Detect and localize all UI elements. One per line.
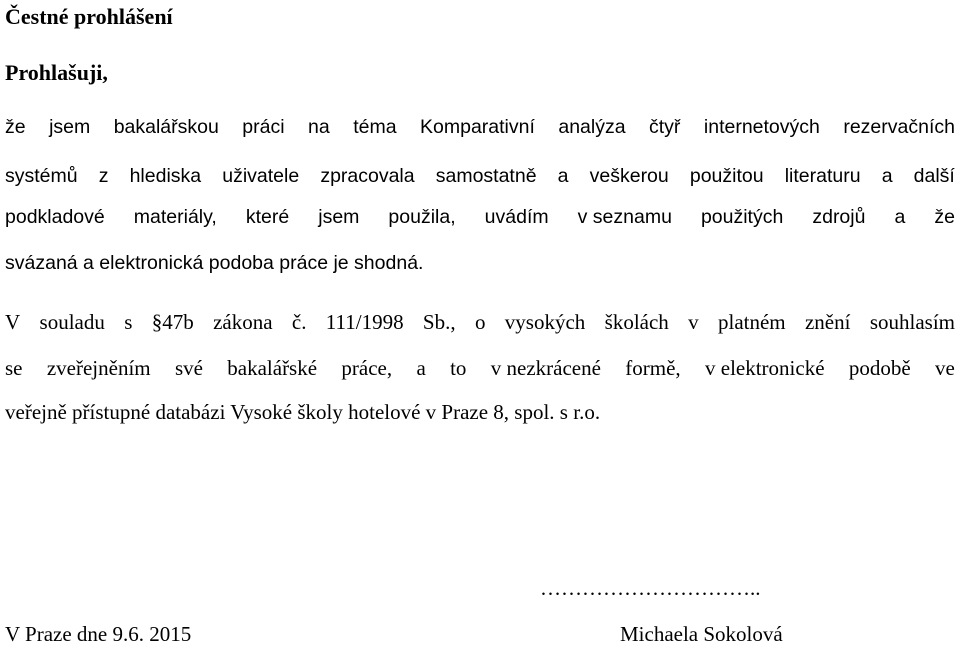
- document-title: Čestné prohlášení: [5, 4, 173, 29]
- declaration-heading: Prohlašuji,: [5, 60, 108, 85]
- word: zdrojů: [812, 206, 866, 228]
- word: Komparativní: [420, 116, 535, 138]
- word: další: [913, 165, 955, 187]
- word: bakalářské: [227, 356, 318, 380]
- word: souladu: [39, 310, 105, 334]
- word: 111/1998: [325, 310, 404, 334]
- word: práci: [242, 116, 285, 138]
- paragraph2-line1: [5, 312, 955, 333]
- word: z: [98, 165, 109, 187]
- place-and-date: V Praze dne 9.6. 2015: [5, 622, 192, 646]
- word: Sb.,: [422, 310, 456, 334]
- word: zpracovala: [320, 165, 415, 187]
- word: své: [174, 356, 203, 380]
- paragraph1-line2: [5, 167, 955, 187]
- signature-line: …………………………..: [540, 576, 761, 600]
- word: které: [245, 206, 290, 228]
- word: a: [416, 356, 426, 380]
- word: se: [5, 356, 23, 380]
- word: internetových: [703, 116, 820, 138]
- word: čtyř: [649, 116, 681, 138]
- word: jsem: [49, 116, 91, 138]
- word: podkladové: [5, 206, 105, 228]
- paragraph2-line3: veřejně přístupné databázi Vysoké školy hotelové v Praze 8, spol. s r.o.: [5, 400, 601, 424]
- word: to: [450, 356, 467, 380]
- word: v elektronické: [705, 356, 825, 380]
- signature-name: Michaela Sokolová: [620, 622, 783, 646]
- word: školách: [604, 310, 669, 334]
- word: a: [894, 206, 906, 228]
- word: v seznamu: [577, 206, 672, 228]
- word: souhlasím: [869, 310, 955, 334]
- word: V: [5, 310, 21, 334]
- word: znění: [804, 310, 851, 334]
- word: téma: [353, 116, 397, 138]
- word: §47b: [151, 310, 194, 334]
- word: hlediska: [129, 165, 202, 187]
- word: ve: [935, 356, 955, 380]
- word: analýza: [558, 116, 626, 138]
- word: materiály,: [133, 206, 217, 228]
- word: platném: [717, 310, 786, 334]
- word: o: [474, 310, 486, 334]
- word: literaturu: [784, 165, 861, 187]
- word: použitých: [700, 206, 784, 228]
- word: vysokých: [504, 310, 586, 334]
- word: bakalářskou: [113, 116, 219, 138]
- word: s: [124, 310, 133, 334]
- word: a: [881, 165, 893, 187]
- word: že: [934, 206, 955, 228]
- word: samostatně: [435, 165, 537, 187]
- word: a: [557, 165, 569, 187]
- word: použila,: [388, 206, 456, 228]
- word: veškerou: [589, 165, 669, 187]
- word: podobě: [848, 356, 911, 380]
- word: na: [308, 116, 330, 138]
- word: rezervačních: [843, 116, 955, 138]
- word: v: [688, 310, 699, 334]
- paragraph1-line1: [5, 118, 955, 138]
- word: systémů: [5, 165, 78, 187]
- paragraph1-line3: [5, 208, 955, 228]
- paragraph1-line4: svázaná a elektronická podoba práce je shodná.: [5, 252, 424, 274]
- word: zákona: [213, 310, 273, 334]
- word: č.: [291, 310, 307, 334]
- word: práce,: [341, 356, 393, 380]
- paragraph2-line2: [5, 358, 955, 379]
- word: že: [5, 116, 26, 138]
- word: zveřejněním: [46, 356, 151, 380]
- word: formě,: [625, 356, 681, 380]
- word: uvádím: [484, 206, 549, 228]
- word: v nezkrácené: [490, 356, 601, 380]
- word: použitou: [689, 165, 764, 187]
- word: uživatele: [222, 165, 300, 187]
- word: jsem: [318, 206, 360, 228]
